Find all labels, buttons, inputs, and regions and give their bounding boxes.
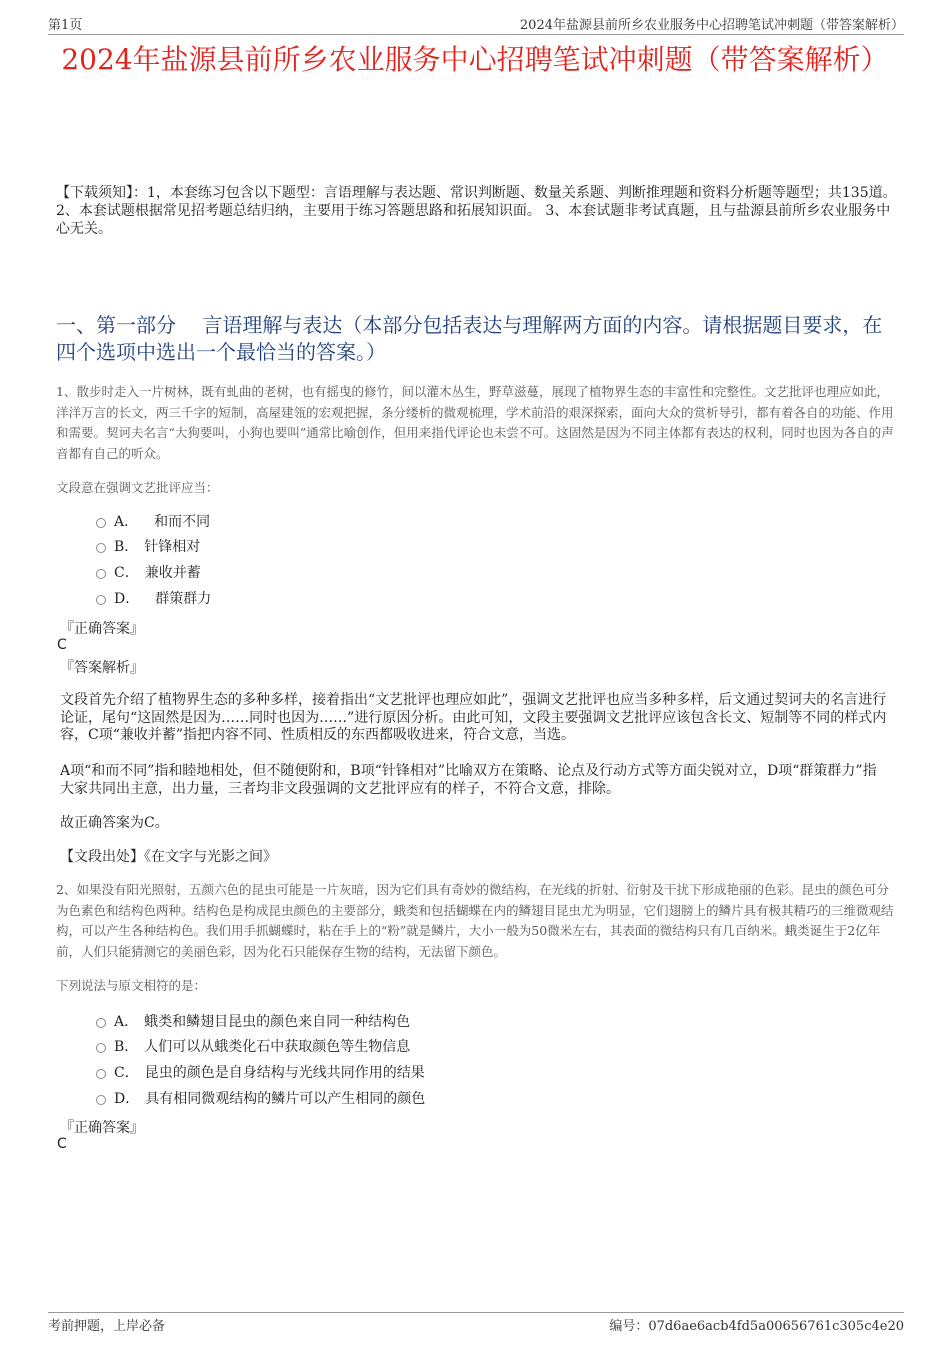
- option-d[interactable]: D． 具有相同微观结构的鳞片可以产生相同的颜色: [96, 1085, 425, 1111]
- option-b[interactable]: B． 人们可以从蛾类化石中获取颜色等生物信息: [96, 1034, 425, 1060]
- radio-icon[interactable]: [96, 1018, 106, 1028]
- radio-icon[interactable]: [96, 569, 106, 579]
- question-1-stem: 1、散步时走入一片树林，既有虬曲的老树，也有摇曳的修竹，间以灌木丛生，野草滋蔓，展现了植物界生态的丰富性和完整性。文艺批评也理应如此，洋洋万言的长文，两三千字的短制，高屋建瓴的宏观把握，条分缕析的微观梳理，学术前沿的艰深探索，面向大众的赏析导引，都有着各自的功能、作用和需要。契诃夫名言“大狗要叫，小狗也要叫”通常比喻创作，但用来指代评论也未尝不可。这固然是因为不同主体都有表达的权利，同时也因为各自的声音都有自己的听众。: [56, 384, 894, 461]
- option-c[interactable]: C． 兼收并蓄: [96, 559, 211, 585]
- answer-value: C: [57, 637, 67, 653]
- radio-icon[interactable]: [96, 1043, 106, 1053]
- radio-icon[interactable]: [96, 1069, 106, 1079]
- option-c[interactable]: C． 昆虫的颜色是自身结构与光线共同作用的结果: [96, 1059, 425, 1085]
- download-notice: 【下载须知】：1，本套练习包含以下题型：言语理解与表达题、常识判断题、数量关系题、判断推理题和资料分析题等题型；共135道。 2、本套试题根据常见招考题总结归纳，主要用于练习答题思路和拓展知识面。 3、本套试题非考试真题，且与盐源县前所乡农业服务中心无关。: [56, 185, 897, 237]
- question-1-options: [96, 508, 211, 610]
- footer-slogan: 考前押题，上岸必备: [48, 1319, 166, 1334]
- page-header: [48, 14, 904, 35]
- answer-label: 『正确答案』: [60, 621, 144, 637]
- question-2-stem: 2、如果没有阳光照射，五颜六色的昆虫可能是一片灰暗，因为它们具有奇妙的微结构，在光线的折射、衍射及干扰下形成艳丽的色彩。昆虫的颜色可分为色素色和结构色两种。结构色是构成昆虫颜色的主要部分，蛾类和包括蝴蝶在内的鳞翅目昆虫尤为明显，它们翅膀上的鳞片具有极其精巧的三维微观结构，可以产生各种结构色。我们用手抓蝴蝶时，粘在手上的“粉”就是鳞片，大小一般为50微米左右，其表面的微结构只有几百纳米。蛾类诞生于2亿年前，人们只能猜测它的美丽色彩，因为化石只能保存生物的结构，无法留下颜色。: [56, 882, 894, 959]
- option-d[interactable]: D． 群策群力: [96, 585, 211, 611]
- radio-icon[interactable]: [96, 543, 106, 553]
- analysis-conclusion: 故正确答案为C。: [60, 815, 169, 831]
- section-title: 一、第一部分 言语理解与表达（本部分包括表达与理解两方面的内容。请根据题目要求，在四个选项中选出一个最恰当的答案。）: [56, 313, 883, 364]
- analysis-label: 『答案解析』: [60, 660, 144, 676]
- option-a[interactable]: A． 和而不同: [96, 508, 211, 534]
- answer-label: 『正确答案』: [60, 1120, 144, 1136]
- document-title: 2024年盐源县前所乡农业服务中心招聘笔试冲刺题（带答案解析）: [61, 43, 889, 76]
- question-2-prompt: 下列说法与原文相符的是：: [56, 978, 207, 993]
- option-b[interactable]: B． 针锋相对: [96, 534, 211, 560]
- question-2-options: [96, 1008, 425, 1110]
- page-footer: [48, 1312, 904, 1335]
- radio-icon[interactable]: [96, 1095, 106, 1105]
- answer-value: C: [57, 1136, 67, 1152]
- header-doc-title: 2024年盐源县前所乡农业服务中心招聘笔试冲刺题（带答案解析）: [519, 18, 904, 33]
- analysis-paragraph: A项“和而不同”指和睦地相处，但不随便附和，B项“针锋相对”比喻双方在策略、论点及行动方式等方面尖锐对立，D项“群策群力”指大家共同出主意，出力量，三者均非文段强调的文艺批评应有的样子，不符合文意，排除。: [60, 763, 877, 797]
- question-1-prompt: 文段意在强调文艺批评应当：: [56, 480, 219, 495]
- radio-icon[interactable]: [96, 518, 106, 528]
- radio-icon[interactable]: [96, 595, 106, 605]
- page-number: 第1页: [48, 18, 83, 33]
- document-id: 编号：07d6ae6acb4fd5a00656761c305c4e20: [609, 1319, 904, 1334]
- option-a[interactable]: A． 蛾类和鳞翅目昆虫的颜色来自同一种结构色: [96, 1008, 425, 1034]
- analysis-paragraph: 文段首先介绍了植物界生态的多种多样，接着指出“文艺批评也理应如此”，强调文艺批评也应当多种多样，后文通过契诃夫的名言进行论证，尾句“这固然是因为……同时也因为……”进行原因分析。由此可知，文段主要强调文艺批评应该包含长文、短制等不同的样式内容，C项“兼收并蓄”指把内容不同、性质相反的东西都吸收进来，符合文意，当选。: [60, 692, 887, 743]
- text-source: 【文段出处】《在文字与光影之间》: [60, 849, 277, 865]
